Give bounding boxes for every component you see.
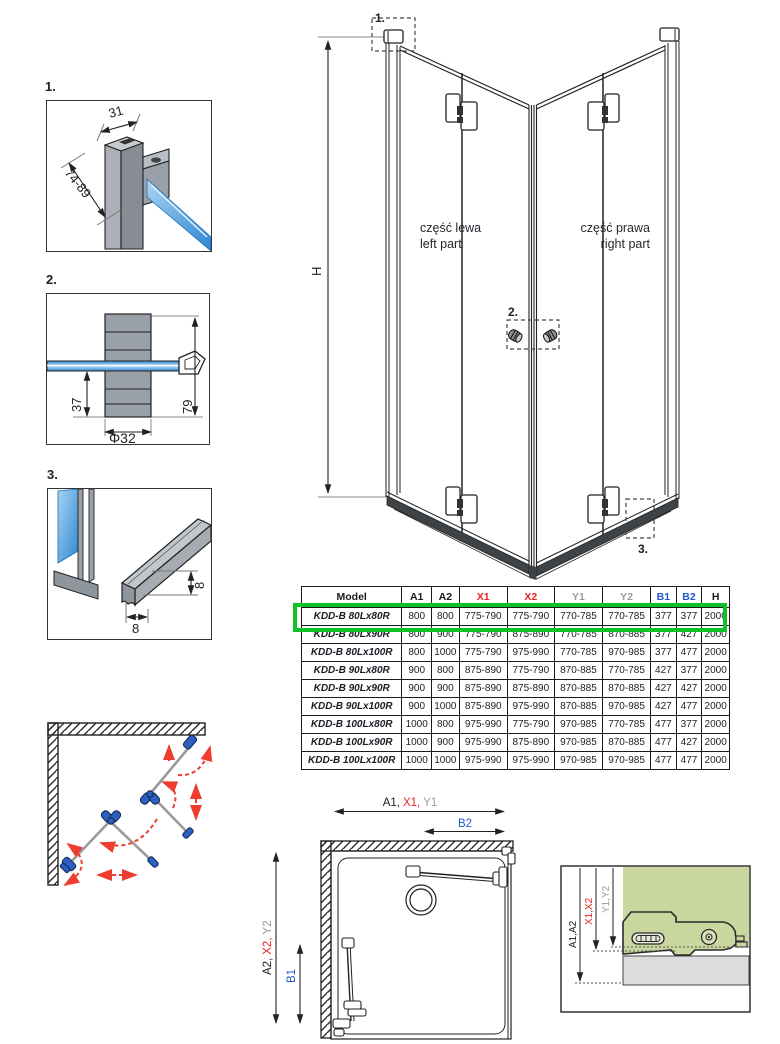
detail-2-label: 2.: [46, 272, 57, 287]
upper-door: [139, 734, 198, 839]
value-cell: 775-790: [459, 644, 507, 662]
value-cell: 377: [651, 626, 677, 644]
handle-tip: [179, 351, 205, 374]
left-part-label-en: left part: [420, 237, 462, 251]
svg-text:H: H: [309, 266, 324, 276]
value-cell: 970-985: [554, 734, 602, 752]
table-row: [302, 716, 730, 734]
table-row: [302, 662, 730, 680]
column-header-a2: A2: [432, 587, 460, 608]
left-wall-profile: [384, 30, 403, 498]
detail-1-label: 1.: [45, 79, 56, 94]
value-cell: 900: [432, 734, 460, 752]
column-header-a1: A1: [402, 587, 432, 608]
svg-text:79: 79: [180, 399, 195, 414]
value-cell: 900: [432, 626, 460, 644]
screw-icon: [702, 930, 717, 945]
wall-top: [321, 841, 513, 851]
dim-37: [69, 372, 87, 416]
value-cell: 800: [432, 716, 460, 734]
value-cell: 2000: [702, 644, 730, 662]
folding-schematic-svg: [40, 715, 240, 895]
value-cell: 477: [651, 734, 677, 752]
value-cell: 1000: [432, 698, 460, 716]
wall-top: [48, 723, 205, 735]
model-cell: KDD-B 90Lx100R: [302, 698, 402, 716]
table-row: [302, 734, 730, 752]
value-cell: 770-785: [554, 626, 602, 644]
value-cell: 775-790: [459, 626, 507, 644]
value-cell: 2000: [702, 626, 730, 644]
value-cell: 970-985: [602, 644, 650, 662]
detail-2-drawing: [47, 294, 209, 444]
value-cell: 975-990: [459, 734, 507, 752]
value-cell: 970-985: [602, 752, 650, 770]
value-cell: 875-890: [507, 680, 554, 698]
value-cell: 775-790: [507, 662, 554, 680]
detail-3-label: 3.: [47, 467, 58, 482]
value-cell: 1000: [432, 752, 460, 770]
table-row: [302, 752, 730, 770]
value-cell: 800: [402, 608, 432, 626]
dim-31: [97, 103, 140, 141]
value-cell: 870-885: [602, 626, 650, 644]
value-cell: 800: [432, 608, 460, 626]
column-header-b1: B1: [651, 587, 677, 608]
value-cell: 377: [676, 662, 702, 680]
dim-8-horiz: [126, 599, 148, 636]
svg-text:B2: B2: [457, 818, 473, 830]
svg-text:3.: 3.: [638, 542, 649, 556]
value-cell: 975-990: [459, 752, 507, 770]
main-drawing-svg: [300, 10, 700, 585]
svg-text:37: 37: [69, 397, 84, 412]
spec-table-head-row: [302, 587, 730, 608]
value-cell: 870-885: [602, 680, 650, 698]
column-header-y1: Y1: [554, 587, 602, 608]
value-cell: 770-785: [602, 608, 650, 626]
value-cell: 427: [676, 734, 702, 752]
detail-3-drawing: [48, 489, 211, 639]
value-cell: 770-785: [554, 644, 602, 662]
value-cell: 477: [676, 698, 702, 716]
value-cell: 477: [651, 716, 677, 734]
dim-fi32: [105, 419, 151, 444]
model-cell: KDD-B 100Lx80R: [302, 716, 402, 734]
table-row: [302, 644, 730, 662]
svg-text:2.: 2.: [508, 305, 519, 319]
model-cell: KDD-B 80Lx90R: [302, 626, 402, 644]
column-header-x2: X2: [507, 587, 554, 608]
seal-strip: [122, 519, 211, 605]
wall-left: [321, 841, 331, 1038]
value-cell: 477: [676, 752, 702, 770]
detail-1-box: [46, 100, 212, 252]
value-cell: 427: [651, 698, 677, 716]
model-cell: KDD-B 100Lx90R: [302, 734, 402, 752]
value-cell: 875-890: [507, 734, 554, 752]
table-row-highlighted: [302, 608, 730, 626]
value-cell: 770-785: [602, 662, 650, 680]
value-cell: 2000: [702, 752, 730, 770]
wall-bracket-icon: [182, 734, 197, 750]
glass-panel: [147, 179, 211, 251]
detail-2-box: [46, 293, 210, 445]
svg-text:8: 8: [192, 581, 207, 589]
value-cell: 2000: [702, 734, 730, 752]
value-cell: 870-885: [554, 662, 602, 680]
knob-icon-right: [542, 328, 559, 343]
value-cell: 2000: [702, 716, 730, 734]
value-cell: 2000: [702, 608, 730, 626]
value-cell: 427: [651, 680, 677, 698]
value-cell: 870-885: [554, 698, 602, 716]
model-cell: KDD-B 90Lx90R: [302, 680, 402, 698]
glass-top-edges: [400, 46, 665, 109]
dim-a-label: A1,A2: [568, 920, 579, 948]
right-part-label-en: right part: [600, 237, 650, 251]
glass-panel: [47, 361, 179, 371]
dim-B2: [425, 818, 504, 832]
value-cell: 1000: [432, 644, 460, 662]
value-cell: 477: [676, 644, 702, 662]
column-header-y2: Y2: [602, 587, 650, 608]
column-header-model: Model: [302, 587, 402, 608]
value-cell: 377: [676, 608, 702, 626]
spec-table-body: [302, 608, 730, 770]
lower-door: [58, 809, 159, 874]
value-cell: 975-990: [507, 644, 554, 662]
value-cell: 975-990: [507, 698, 554, 716]
center-post: [529, 105, 537, 572]
hinge-icon: [139, 791, 161, 806]
table-row: [302, 680, 730, 698]
column-header-b2: B2: [676, 587, 702, 608]
right-part-label-pl: część prawa: [580, 221, 650, 235]
value-cell: 2000: [702, 662, 730, 680]
tray-rim: [623, 956, 749, 985]
value-cell: 427: [676, 680, 702, 698]
model-cell: KDD-B 100Lx100R: [302, 752, 402, 770]
value-cell: 775-790: [507, 716, 554, 734]
motion-arrows: [65, 746, 210, 885]
value-cell: 875-890: [459, 680, 507, 698]
table-row: [302, 626, 730, 644]
right-wall-profile: [660, 28, 679, 500]
value-cell: 377: [651, 644, 677, 662]
table-row: [302, 698, 730, 716]
adjustment-detail: [555, 840, 780, 1044]
svg-text:A2,X2,Y2: A2,X2,Y2: [262, 920, 274, 975]
value-cell: 970-985: [554, 752, 602, 770]
value-cell: 870-885: [602, 734, 650, 752]
value-cell: 477: [651, 752, 677, 770]
value-cell: 770-785: [554, 608, 602, 626]
glass-with-profile: [54, 489, 98, 599]
slot-icon: [632, 933, 664, 944]
value-cell: 2000: [702, 698, 730, 716]
value-cell: 800: [432, 662, 460, 680]
svg-text:A1,X1,Y1: A1, X1, Y1: [382, 797, 438, 809]
main-drawing: [300, 10, 700, 590]
model-cell: KDD-B 90Lx80R: [302, 662, 402, 680]
svg-text:74-89: 74-89: [61, 165, 95, 201]
detail-1-drawing: [47, 101, 211, 251]
value-cell: 875-890: [507, 626, 554, 644]
column-header-x1: X1: [459, 587, 507, 608]
model-cell: KDD-B 80Lx100R: [302, 644, 402, 662]
dim-B1: [286, 945, 300, 1023]
folded-door-top: [406, 847, 515, 887]
dim-y-label: Y1,Y2: [601, 885, 612, 913]
wall-left: [48, 723, 58, 885]
value-cell: 1000: [402, 734, 432, 752]
value-cell: 1000: [402, 716, 432, 734]
value-cell: 900: [402, 698, 432, 716]
value-cell: 427: [651, 662, 677, 680]
bottom-sills: [387, 492, 678, 580]
value-cell: 770-785: [602, 716, 650, 734]
left-part-label-pl: część lewa: [420, 221, 482, 235]
value-cell: 900: [402, 662, 432, 680]
knob-icon-left: [507, 328, 524, 343]
spec-table-wrap: [301, 586, 730, 770]
svg-text:Φ32: Φ32: [109, 430, 136, 444]
plan-view: [255, 793, 525, 1044]
callout-2: [507, 305, 559, 349]
value-cell: 775-790: [459, 608, 507, 626]
svg-text:1.: 1.: [375, 11, 386, 25]
end-cap-icon: [147, 856, 159, 868]
value-cell: 975-990: [459, 716, 507, 734]
value-cell: 2000: [702, 680, 730, 698]
adjustment-detail-svg: [555, 840, 780, 1044]
value-cell: 377: [651, 608, 677, 626]
model-cell: KDD-B 80Lx80R: [302, 608, 402, 626]
value-cell: 377: [676, 716, 702, 734]
hinge-icon: [100, 809, 122, 824]
dim-H: [309, 37, 396, 497]
svg-text:8: 8: [132, 621, 140, 636]
dim-x-label: X1,X2: [584, 897, 595, 925]
value-cell: 800: [402, 626, 432, 644]
column-header-h: H: [702, 587, 730, 608]
value-cell: 775-790: [507, 608, 554, 626]
value-cell: 900: [402, 680, 432, 698]
dim-A1X1Y1: [335, 797, 504, 812]
svg-text:B1: B1: [286, 968, 298, 983]
svg-text:31: 31: [106, 102, 125, 121]
value-cell: 800: [402, 644, 432, 662]
dim-A2X2Y2: [262, 853, 276, 1023]
value-cell: 975-990: [507, 752, 554, 770]
value-cell: 1000: [402, 752, 432, 770]
value-cell: 870-885: [554, 680, 602, 698]
detail-3-box: [47, 488, 212, 640]
plan-view-svg: [255, 793, 525, 1044]
value-cell: 875-890: [459, 698, 507, 716]
folding-schematic: [40, 715, 240, 900]
value-cell: 900: [432, 680, 460, 698]
value-cell: 970-985: [554, 716, 602, 734]
value-cell: 875-890: [459, 662, 507, 680]
value-cell: 427: [676, 626, 702, 644]
value-cell: 970-985: [602, 698, 650, 716]
spec-table: [301, 586, 730, 770]
